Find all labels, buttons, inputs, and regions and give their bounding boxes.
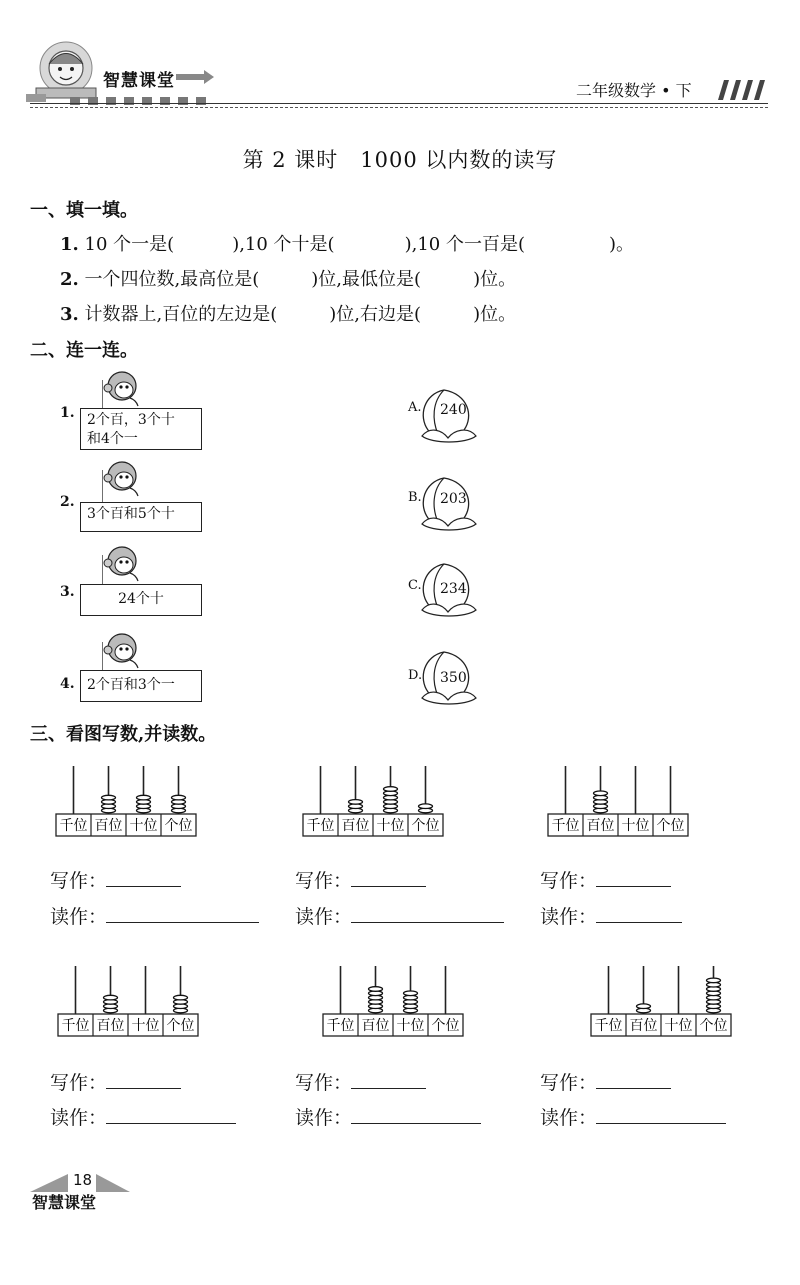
match-card-1[interactable] — [80, 408, 202, 450]
peach-letter: B. — [408, 490, 422, 505]
place-label: 个位 — [411, 818, 440, 834]
match-item-number: 2. — [60, 494, 75, 510]
place-label: 个位 — [431, 1018, 460, 1034]
place-label: 百位 — [96, 1018, 125, 1034]
place-label: 百位 — [94, 818, 123, 834]
read-answer-line[interactable] — [351, 922, 504, 923]
peach-letter: A. — [408, 400, 422, 415]
question-2 — [60, 265, 516, 291]
abacus-bead — [637, 1004, 651, 1009]
question-text: ),10 个一百是( — [404, 234, 525, 255]
question-text: )位。 — [473, 304, 517, 325]
abacus-bead — [172, 795, 186, 800]
place-label: 千位 — [594, 1018, 623, 1034]
match-card-text: 2个百和3个一 — [87, 677, 175, 693]
place-label: 十位 — [376, 818, 405, 834]
read-label: 读作： — [295, 906, 353, 928]
read-label: 读作： — [50, 1107, 108, 1129]
place-label: 百位 — [586, 818, 615, 834]
match-card-2[interactable] — [80, 502, 202, 532]
place-label: 十位 — [129, 818, 158, 834]
page-number: 18 — [73, 1171, 93, 1189]
write-label: 写作： — [540, 1072, 598, 1094]
write-label: 写作： — [50, 1072, 108, 1094]
place-label: 百位 — [361, 1018, 390, 1034]
place-label: 千位 — [61, 1018, 90, 1034]
place-label: 千位 — [59, 818, 88, 834]
abacus-counter — [57, 962, 199, 1038]
header-rule-dashed — [30, 107, 768, 108]
header-slash-decoration — [712, 80, 766, 100]
write-answer-line[interactable] — [106, 886, 181, 887]
abacus-bead — [594, 791, 608, 796]
section3-heading: 三、看图写数,并读数。 — [30, 724, 217, 745]
abacus-bead — [102, 795, 116, 800]
place-label: 个位 — [656, 818, 685, 834]
match-card-text: 和4个一 — [87, 431, 138, 447]
abacus-bead — [104, 995, 118, 1000]
write-answer-line[interactable] — [351, 886, 426, 887]
header-rule — [30, 103, 768, 104]
place-label: 个位 — [166, 1018, 195, 1034]
abacus-bead — [369, 987, 383, 992]
question-text: )位。 — [473, 269, 517, 290]
place-label: 百位 — [629, 1018, 658, 1034]
abacus-bead — [137, 795, 151, 800]
match-card-text: 24个十 — [118, 591, 164, 607]
peach-value: 203 — [440, 491, 467, 507]
peach-value: 350 — [440, 670, 467, 686]
match-item-number: 3. — [60, 584, 75, 600]
read-label: 读作： — [50, 906, 108, 928]
read-answer-line[interactable] — [596, 922, 682, 923]
read-answer-line[interactable] — [596, 1123, 726, 1124]
place-label: 十位 — [664, 1018, 693, 1034]
place-label: 十位 — [396, 1018, 425, 1034]
write-label: 写作： — [295, 870, 353, 892]
abacus-bead — [419, 804, 433, 809]
abacus-counter — [55, 762, 197, 838]
place-label: 个位 — [164, 818, 193, 834]
peach-value: 240 — [440, 402, 467, 418]
place-label: 千位 — [551, 818, 580, 834]
place-label: 十位 — [131, 1018, 160, 1034]
peach-letter: C. — [408, 578, 422, 593]
match-card-4[interactable] — [80, 670, 202, 702]
abacus-bead — [384, 787, 398, 792]
match-item-number: 4. — [60, 676, 75, 692]
lesson-title: 第 2 课时 1000 以内数的读写 — [242, 148, 558, 172]
read-label: 读作： — [295, 1107, 353, 1129]
question-text: )。 — [609, 234, 635, 255]
read-label: 读作： — [540, 906, 598, 928]
header-dash-strip — [70, 92, 220, 111]
read-answer-line[interactable] — [106, 922, 259, 923]
question-text: 一个四位数,最高位是( — [84, 269, 260, 290]
write-answer-line[interactable] — [351, 1088, 426, 1089]
place-label: 十位 — [621, 818, 650, 834]
question-number: 3. — [60, 304, 79, 325]
question-text: 计数器上,百位的左边是( — [84, 304, 278, 325]
section2-heading: 二、连一连。 — [30, 340, 138, 361]
question-text: )位,最低位是( — [311, 269, 422, 290]
match-card-text: 2个百，3个十 — [87, 412, 175, 428]
question-text: ),10 个十是( — [232, 234, 335, 255]
footer-brand: 智慧课堂 — [32, 1193, 97, 1212]
write-label: 写作： — [295, 1072, 353, 1094]
write-label: 写作： — [540, 870, 598, 892]
abacus-bead — [349, 800, 363, 805]
place-label: 个位 — [699, 1018, 728, 1034]
write-label: 写作： — [50, 870, 108, 892]
write-answer-line[interactable] — [596, 1088, 671, 1089]
header-grade: 二年级数学 • 下 — [576, 81, 692, 100]
abacus-bead — [707, 978, 721, 983]
question-number: 1. — [60, 234, 79, 255]
abacus-counter — [322, 962, 464, 1038]
write-answer-line[interactable] — [596, 886, 671, 887]
read-label: 读作： — [540, 1107, 598, 1129]
place-label: 百位 — [341, 818, 370, 834]
abacus-counter — [590, 962, 732, 1038]
question-1 — [60, 230, 634, 256]
question-text: )位,右边是( — [329, 304, 422, 325]
match-card-text: 3个百和5个十 — [87, 506, 175, 522]
monkey-icon — [102, 460, 152, 504]
question-number: 2. — [60, 269, 79, 290]
peach-value: 234 — [440, 581, 467, 597]
abacus-bead — [404, 991, 418, 996]
place-label: 千位 — [326, 1018, 355, 1034]
question-3 — [60, 300, 516, 326]
section1-heading: 一、填一填。 — [30, 200, 138, 221]
read-answer-line[interactable] — [106, 1123, 236, 1124]
header-brand: 智慧课堂 — [103, 71, 175, 91]
write-answer-line[interactable] — [106, 1088, 181, 1089]
abacus-counter — [302, 762, 444, 838]
match-card-3[interactable] — [80, 584, 202, 616]
peach-letter: D. — [408, 668, 423, 683]
abacus-bead — [174, 995, 188, 1000]
arrow-icon — [176, 70, 216, 84]
match-item-number: 1. — [60, 405, 75, 421]
question-text: 10 个一是( — [84, 234, 175, 255]
read-answer-line[interactable] — [351, 1123, 481, 1124]
monkey-icon — [102, 545, 152, 589]
place-label: 千位 — [306, 818, 335, 834]
abacus-counter — [547, 762, 689, 838]
